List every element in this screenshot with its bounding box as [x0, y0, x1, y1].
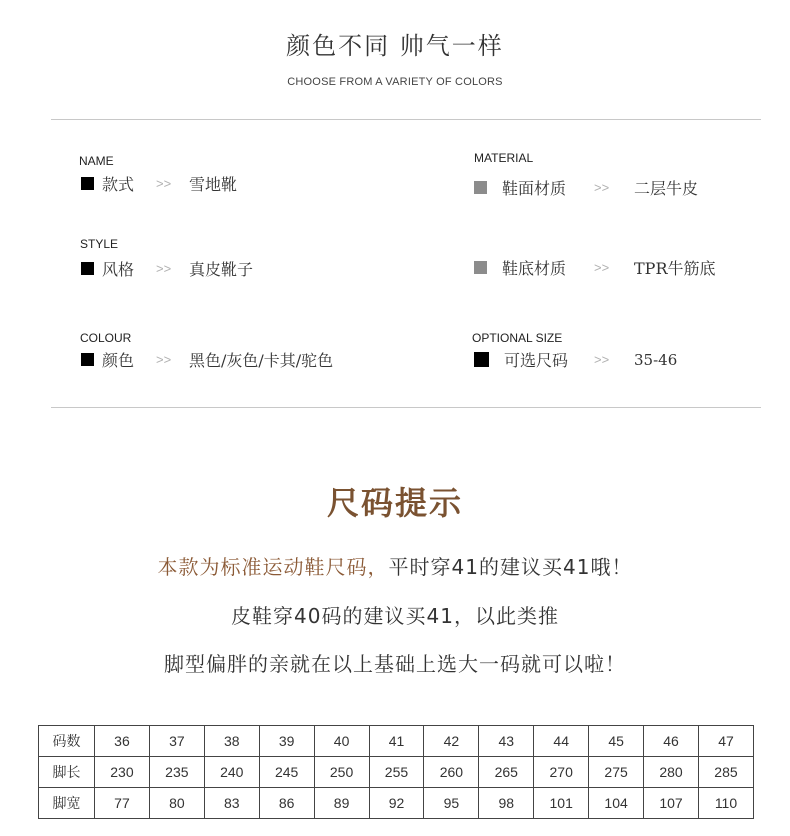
size-label: 可选尺码 — [504, 351, 569, 370]
square-bullet-icon — [81, 177, 94, 190]
size-tip-line-1 — [0, 551, 790, 580]
table-cell: 245 — [259, 757, 314, 788]
square-bullet-icon — [81, 262, 94, 275]
arrow-icon: >> — [594, 352, 610, 367]
name-value: 雪地靴 — [189, 175, 238, 194]
name-en-label: NAME — [79, 154, 114, 168]
attr-row-colour — [81, 348, 333, 371]
square-bullet-icon — [81, 353, 94, 366]
material-label: 鞋面材质 — [502, 179, 567, 198]
size-en-label: OPTIONAL SIZE — [472, 331, 563, 345]
colour-value: 黑色/灰色/卡其/驼色 — [189, 351, 334, 370]
table-cell: 250 — [314, 757, 369, 788]
table-cell: 43 — [479, 726, 534, 757]
arrow-icon: >> — [156, 176, 172, 191]
material-en-label: MATERIAL — [474, 151, 534, 165]
divider-bottom — [51, 407, 761, 408]
square-bullet-icon — [474, 352, 489, 367]
table-cell: 83 — [204, 788, 259, 819]
size-tip-line-2: 皮鞋穿40码的建议买41，以此类推 — [231, 604, 559, 628]
table-cell: 77 — [95, 788, 150, 819]
style-value: 真皮靴子 — [189, 260, 254, 279]
page-title: 颜色不同 帅气一样 — [286, 32, 504, 60]
size-tip-accent-text: 本款为标准运动鞋尺码， — [157, 555, 389, 579]
table-cell: 240 — [204, 757, 259, 788]
table-cell: 104 — [589, 788, 644, 819]
arrow-icon: >> — [156, 261, 172, 276]
table-cell: 45 — [589, 726, 644, 757]
table-row-header: 脚宽 — [39, 788, 95, 819]
table-row-header: 脚长 — [39, 757, 95, 788]
table-row — [39, 726, 754, 757]
table-cell: 39 — [259, 726, 314, 757]
table-cell: 46 — [644, 726, 699, 757]
table-cell: 110 — [698, 788, 753, 819]
table-row — [39, 788, 754, 819]
table-cell: 44 — [534, 726, 589, 757]
table-cell: 101 — [534, 788, 589, 819]
style-label: 风格 — [102, 260, 135, 279]
size-tip-title: 尺码提示 — [326, 484, 463, 522]
table-cell: 280 — [644, 757, 699, 788]
table-cell: 95 — [424, 788, 479, 819]
size-value: 35-46 — [634, 350, 678, 369]
attr-row-name — [81, 172, 237, 195]
table-cell: 36 — [95, 726, 150, 757]
table-cell: 38 — [204, 726, 259, 757]
attr-row-style — [81, 257, 253, 280]
table-cell: 40 — [314, 726, 369, 757]
table-row — [39, 757, 754, 788]
size-tip-line-1-rest: 平时穿41的建议买41哦！ — [388, 555, 633, 579]
table-cell: 98 — [479, 788, 534, 819]
table-cell: 255 — [369, 757, 424, 788]
table-cell: 42 — [424, 726, 479, 757]
page-subtitle: CHOOSE FROM A VARIETY OF COLORS — [287, 76, 503, 88]
table-cell: 80 — [149, 788, 204, 819]
table-cell: 89 — [314, 788, 369, 819]
sole-label: 鞋底材质 — [502, 259, 567, 278]
style-en-label: STYLE — [80, 237, 119, 251]
divider-top — [51, 119, 761, 120]
size-tip-line-3: 脚型偏胖的亲就在以上基础上选大一码就可以啦！ — [164, 652, 626, 676]
table-cell: 260 — [424, 757, 479, 788]
name-label: 款式 — [102, 175, 135, 194]
table-cell: 47 — [698, 726, 753, 757]
table-cell: 41 — [369, 726, 424, 757]
arrow-icon: >> — [594, 260, 610, 275]
table-cell: 37 — [149, 726, 204, 757]
table-cell: 230 — [95, 757, 150, 788]
attr-row-size — [474, 348, 677, 371]
attr-row-sole — [474, 256, 716, 279]
table-row-header: 码数 — [39, 726, 95, 757]
table-cell: 86 — [259, 788, 314, 819]
table-cell: 285 — [698, 757, 753, 788]
sole-value: TPR牛筋底 — [634, 259, 716, 278]
size-table — [38, 725, 754, 819]
table-cell: 275 — [589, 757, 644, 788]
colour-label: 颜色 — [102, 351, 135, 370]
table-cell: 107 — [644, 788, 699, 819]
arrow-icon: >> — [156, 352, 172, 367]
table-cell: 235 — [149, 757, 204, 788]
square-bullet-icon — [474, 261, 487, 274]
attr-row-material — [474, 176, 698, 199]
table-cell: 92 — [369, 788, 424, 819]
table-cell: 270 — [534, 757, 589, 788]
square-bullet-icon — [474, 181, 487, 194]
material-value: 二层牛皮 — [634, 179, 699, 198]
arrow-icon: >> — [594, 180, 610, 195]
colour-en-label: COLOUR — [80, 331, 132, 345]
table-cell: 265 — [479, 757, 534, 788]
